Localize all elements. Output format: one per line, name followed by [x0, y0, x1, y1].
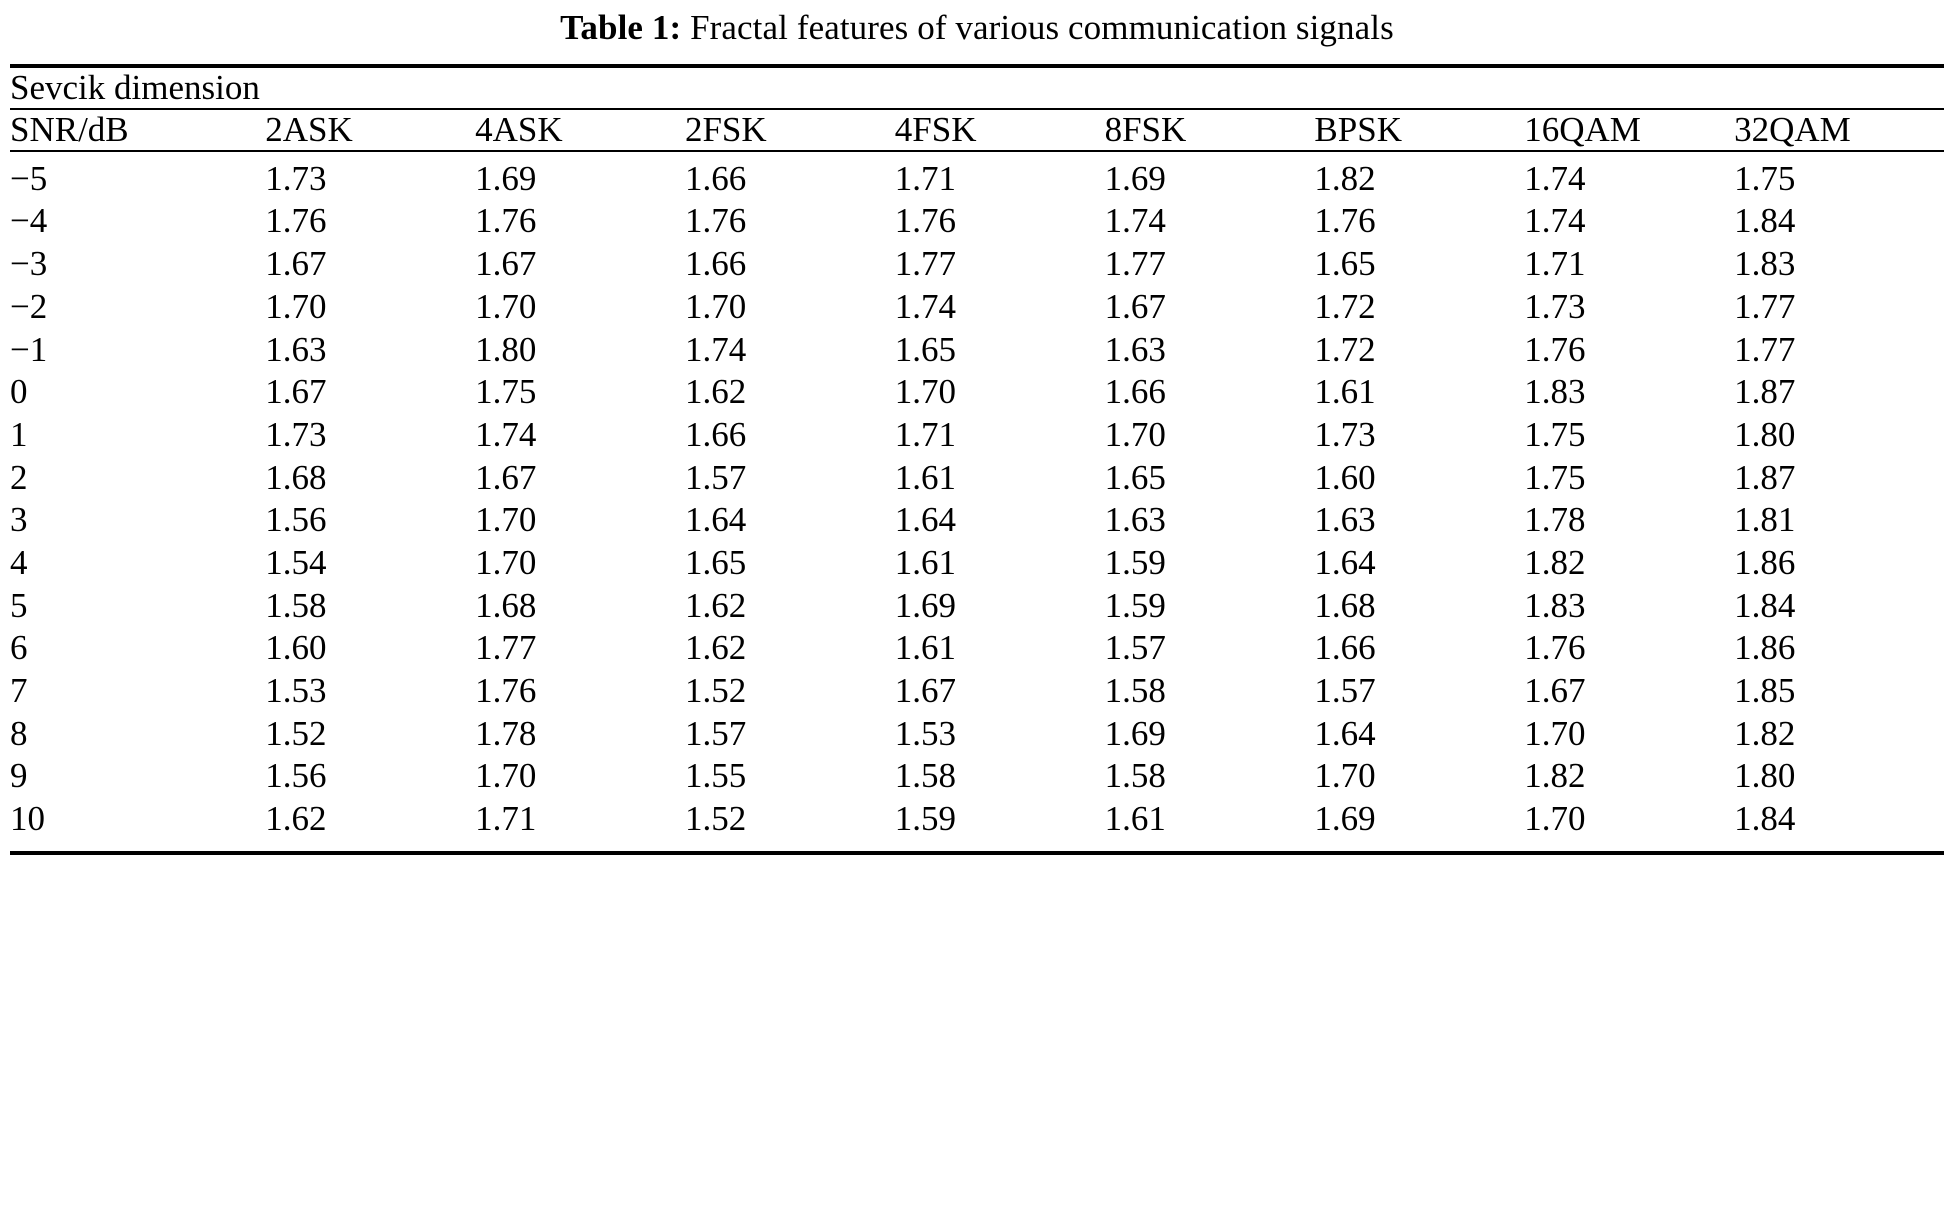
cell-16qam: 1.74	[1524, 201, 1586, 241]
table-group-header-row	[10, 68, 1944, 108]
cell-32qam: 1.86	[1734, 542, 1796, 582]
cell-4fsk: 1.74	[894, 286, 957, 326]
cell-2ask: 1.68	[265, 457, 327, 497]
cell-16qam: 1.76	[1524, 329, 1586, 369]
cell-32qam: 1.75	[1734, 158, 1796, 198]
cell-16qam: 1.78	[1524, 500, 1586, 540]
cell-snr: −1	[10, 329, 48, 369]
cell-4fsk: 1.65	[894, 329, 957, 369]
cell-4fsk: 1.71	[894, 158, 957, 198]
cell-16qam: 1.70	[1524, 799, 1586, 839]
cell-snr: −5	[10, 158, 48, 198]
table-row	[10, 713, 1944, 756]
cell-4ask: 1.76	[475, 201, 537, 241]
cell-bpsk: 1.66	[1314, 628, 1376, 668]
cell-2ask: 1.58	[265, 585, 327, 625]
cell-16qam: 1.75	[1524, 414, 1586, 454]
cell-2ask: 1.60	[265, 628, 327, 668]
cell-16qam: 1.83	[1524, 585, 1586, 625]
footer-spacer-row	[10, 841, 1944, 851]
cell-4fsk: 1.61	[894, 457, 957, 497]
column-header-bpsk: BPSK	[1314, 109, 1402, 149]
cell-4fsk: 1.76	[894, 201, 957, 241]
cell-bpsk: 1.63	[1314, 500, 1376, 540]
cell-32qam: 1.80	[1734, 414, 1796, 454]
cell-32qam: 1.86	[1734, 628, 1796, 668]
cell-2ask: 1.54	[265, 542, 327, 582]
table-row	[10, 286, 1944, 329]
column-header-4ask: 4ASK	[475, 109, 563, 149]
cell-bpsk: 1.64	[1314, 713, 1376, 753]
cell-16qam: 1.83	[1524, 372, 1586, 412]
cell-4ask: 1.70	[475, 756, 537, 796]
cell-4ask: 1.69	[475, 158, 537, 198]
cell-2fsk: 1.57	[684, 713, 747, 753]
cell-bpsk: 1.60	[1314, 457, 1376, 497]
cell-16qam: 1.82	[1524, 542, 1586, 582]
cell-16qam: 1.70	[1524, 713, 1586, 753]
cell-snr: 2	[10, 457, 28, 497]
cell-32qam: 1.84	[1734, 799, 1796, 839]
table-row	[10, 414, 1944, 457]
cell-bpsk: 1.61	[1314, 372, 1376, 412]
cell-2ask: 1.67	[265, 244, 327, 284]
cell-8fsk: 1.66	[1104, 372, 1166, 412]
cell-4ask: 1.80	[475, 329, 537, 369]
cell-4ask: 1.67	[475, 457, 537, 497]
cell-32qam: 1.84	[1734, 585, 1796, 625]
cell-8fsk: 1.77	[1104, 244, 1166, 284]
cell-2ask: 1.56	[265, 500, 327, 540]
cell-2ask: 1.56	[265, 756, 327, 796]
cell-2fsk: 1.62	[684, 585, 747, 625]
cell-2fsk: 1.57	[684, 457, 747, 497]
caption-label: Table 1:	[560, 8, 682, 47]
cell-4fsk: 1.58	[894, 756, 957, 796]
cell-8fsk: 1.69	[1104, 713, 1166, 753]
table-header-row	[10, 110, 1944, 150]
table-row	[10, 627, 1944, 670]
cell-8fsk: 1.74	[1104, 201, 1166, 241]
cell-2fsk: 1.66	[684, 158, 747, 198]
cell-4ask: 1.70	[475, 500, 537, 540]
table-row	[10, 329, 1944, 372]
cell-32qam: 1.77	[1734, 329, 1796, 369]
group-header-cell: Sevcik dimension	[10, 67, 260, 107]
cell-8fsk: 1.61	[1104, 799, 1166, 839]
cell-16qam: 1.74	[1524, 158, 1586, 198]
table-row	[10, 371, 1944, 414]
cell-2fsk: 1.62	[684, 372, 747, 412]
cell-bpsk: 1.64	[1314, 542, 1376, 582]
cell-2ask: 1.70	[265, 286, 327, 326]
cell-4fsk: 1.69	[894, 585, 957, 625]
cell-4fsk: 1.61	[894, 628, 957, 668]
cell-4ask: 1.68	[475, 585, 537, 625]
cell-bpsk: 1.65	[1314, 244, 1376, 284]
cell-bpsk: 1.72	[1314, 329, 1376, 369]
cell-4ask: 1.75	[475, 372, 537, 412]
cell-2fsk: 1.52	[684, 799, 747, 839]
cell-16qam: 1.71	[1524, 244, 1586, 284]
table-row	[10, 158, 1944, 201]
cell-snr: −3	[10, 244, 48, 284]
cell-4fsk: 1.61	[894, 542, 957, 582]
cell-8fsk: 1.57	[1104, 628, 1166, 668]
cell-4ask: 1.70	[475, 286, 537, 326]
cell-4fsk: 1.67	[894, 671, 957, 710]
table-row	[10, 670, 1944, 713]
cell-4fsk: 1.71	[894, 414, 957, 454]
cell-snr: 1	[10, 414, 28, 454]
table-row	[10, 499, 1944, 542]
cell-bpsk: 1.69	[1314, 799, 1376, 839]
cell-snr: 10	[10, 799, 45, 839]
cell-bpsk: 1.76	[1314, 201, 1376, 241]
cell-16qam: 1.82	[1524, 756, 1586, 796]
cell-2ask: 1.67	[265, 372, 327, 412]
cell-2fsk: 1.62	[684, 628, 747, 668]
column-header-32qam: 32QAM	[1734, 109, 1851, 149]
cell-32qam: 1.82	[1734, 713, 1796, 753]
cell-2fsk: 1.64	[684, 500, 747, 540]
cell-4ask: 1.77	[475, 628, 537, 668]
table-row	[10, 200, 1944, 243]
cell-16qam: 1.73	[1524, 286, 1586, 326]
cell-2fsk: 1.74	[684, 329, 747, 369]
cell-snr: 8	[10, 713, 28, 753]
cell-bpsk: 1.72	[1314, 286, 1376, 326]
fractal-features-table	[10, 68, 1944, 851]
cell-8fsk: 1.69	[1104, 158, 1166, 198]
cell-16qam: 1.67	[1524, 671, 1586, 710]
table-row	[10, 457, 1944, 500]
cell-bpsk: 1.68	[1314, 585, 1376, 625]
cell-2fsk: 1.76	[684, 201, 747, 241]
cell-snr: 7	[10, 671, 28, 710]
cell-2fsk: 1.55	[684, 756, 747, 796]
cell-2ask: 1.73	[265, 414, 327, 454]
cell-8fsk: 1.63	[1104, 329, 1166, 369]
column-header-8fsk: 8FSK	[1104, 109, 1187, 149]
cell-8fsk: 1.70	[1104, 414, 1166, 454]
column-header-4fsk: 4FSK	[894, 109, 977, 149]
cell-2fsk: 1.52	[684, 671, 747, 710]
cell-2fsk: 1.65	[684, 542, 747, 582]
cell-2ask: 1.62	[265, 799, 327, 839]
cell-snr: 0	[10, 372, 28, 412]
table-row	[10, 243, 1944, 286]
table-row	[10, 542, 1944, 585]
cell-4ask: 1.76	[475, 671, 537, 710]
cell-4fsk: 1.70	[894, 372, 957, 412]
cell-8fsk: 1.59	[1104, 542, 1166, 582]
cell-bpsk: 1.57	[1314, 671, 1376, 710]
table-body	[10, 158, 1944, 851]
column-header-2fsk: 2FSK	[684, 109, 767, 149]
cell-4ask: 1.74	[475, 414, 537, 454]
cell-2ask: 1.52	[265, 713, 327, 753]
cell-16qam: 1.76	[1524, 628, 1586, 668]
caption-text: Fractal features of various communication signals	[690, 8, 1394, 47]
cell-16qam: 1.75	[1524, 457, 1586, 497]
cell-32qam: 1.81	[1734, 500, 1796, 540]
cell-2ask: 1.73	[265, 158, 327, 198]
cell-4fsk: 1.77	[894, 244, 957, 284]
cell-2fsk: 1.66	[684, 414, 747, 454]
cell-32qam: 1.87	[1734, 372, 1796, 412]
cell-8fsk: 1.65	[1104, 457, 1166, 497]
cell-8fsk: 1.58	[1104, 671, 1166, 710]
cell-32qam: 1.84	[1734, 201, 1796, 241]
cell-snr: 5	[10, 585, 28, 625]
cell-bpsk: 1.70	[1314, 756, 1376, 796]
cell-32qam: 1.83	[1734, 244, 1796, 284]
cell-4ask: 1.67	[475, 244, 537, 284]
cell-snr: 4	[10, 542, 28, 582]
cell-bpsk: 1.73	[1314, 414, 1376, 454]
cell-snr: 9	[10, 756, 28, 796]
cell-4ask: 1.78	[475, 713, 537, 753]
table-bottom-rule	[10, 851, 1944, 855]
cell-32qam: 1.77	[1734, 286, 1796, 326]
cell-4fsk: 1.64	[894, 500, 957, 540]
cell-4ask: 1.70	[475, 542, 537, 582]
cell-2ask: 1.53	[265, 671, 327, 710]
column-header-2ask: 2ASK	[265, 109, 353, 149]
cell-snr: 3	[10, 500, 28, 540]
cell-2fsk: 1.66	[684, 244, 747, 284]
table-row	[10, 798, 1944, 841]
cell-8fsk: 1.63	[1104, 500, 1166, 540]
cell-4ask: 1.71	[475, 799, 537, 839]
cell-32qam: 1.80	[1734, 756, 1796, 796]
cell-8fsk: 1.58	[1104, 756, 1166, 796]
cell-2fsk: 1.70	[684, 286, 747, 326]
column-header-16qam: 16QAM	[1524, 109, 1641, 149]
cell-8fsk: 1.67	[1104, 286, 1166, 326]
cell-2ask: 1.76	[265, 201, 327, 241]
cell-snr: −4	[10, 201, 48, 241]
cell-32qam: 1.85	[1734, 671, 1796, 710]
table-row	[10, 755, 1944, 798]
cell-2ask: 1.63	[265, 329, 327, 369]
column-header-snr: SNR/dB	[10, 109, 129, 149]
cell-8fsk: 1.59	[1104, 585, 1166, 625]
cell-4fsk: 1.59	[894, 799, 957, 839]
table-row	[10, 585, 1944, 628]
cell-snr: −2	[10, 286, 48, 326]
cell-bpsk: 1.82	[1314, 158, 1376, 198]
cell-snr: 6	[10, 628, 28, 668]
table-caption	[10, 0, 1944, 64]
cell-4fsk: 1.53	[894, 713, 957, 753]
cell-32qam: 1.87	[1734, 457, 1796, 497]
